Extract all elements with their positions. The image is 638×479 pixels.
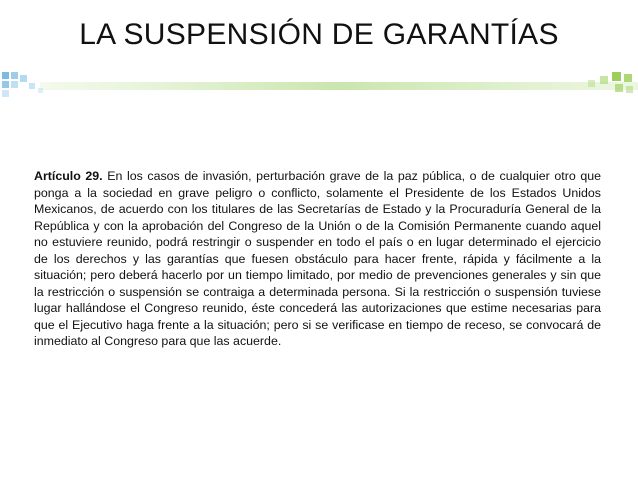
band-square bbox=[20, 75, 27, 82]
band-square bbox=[29, 83, 35, 89]
band-bar bbox=[40, 82, 638, 90]
band-square bbox=[2, 72, 9, 79]
band-square bbox=[600, 76, 608, 84]
band-square bbox=[615, 84, 623, 92]
band-square bbox=[588, 80, 595, 87]
article-paragraph bbox=[34, 168, 601, 350]
band-square bbox=[626, 86, 633, 93]
article-label: Artículo 29. bbox=[34, 169, 103, 183]
article-text: En los casos de invasión, perturbación grave de la paz pública, o de cualquier otro que ponga a la sociedad en grave peligro o conflicto, solamente el Presidente de los Estados Unidos Mexicanos, de acuerdo con los titulares de las Secretarías de Estado y la Procuraduría General de la República y con la aprobación del Congreso de la Unión o de la Comisión Permanente cuando aquel no estuviere reunido, podrá restringir o suspender en todo el país o en lugar determinado el ejercicio de los derechos y las garantías que fuesen obstáculo para hacer frente, rápida y fácilmente a la situación; pero deberá hacerlo por un tiempo limitado, por medio de prevenciones generales y sin que la restricción o suspensión se contraiga a determinada persona. Si la restricción o suspensión tuviese lugar hallándose el Congreso reunido, éste concederá las autorizaciones que estime necesarias para que el Ejecutivo haga frente a la situación; pero si se verificase en tiempo de receso, se convocará de inmediato al Congreso para que las acuerde. bbox=[34, 169, 601, 349]
band-square bbox=[11, 81, 18, 88]
band-square bbox=[612, 72, 621, 81]
band-square bbox=[11, 72, 18, 79]
band-square bbox=[624, 74, 632, 82]
band-square bbox=[2, 90, 9, 97]
slide-title: LA SUSPENSIÓN DE GARANTÍAS bbox=[79, 18, 559, 51]
band-square bbox=[2, 81, 9, 88]
decorative-band bbox=[0, 70, 638, 100]
